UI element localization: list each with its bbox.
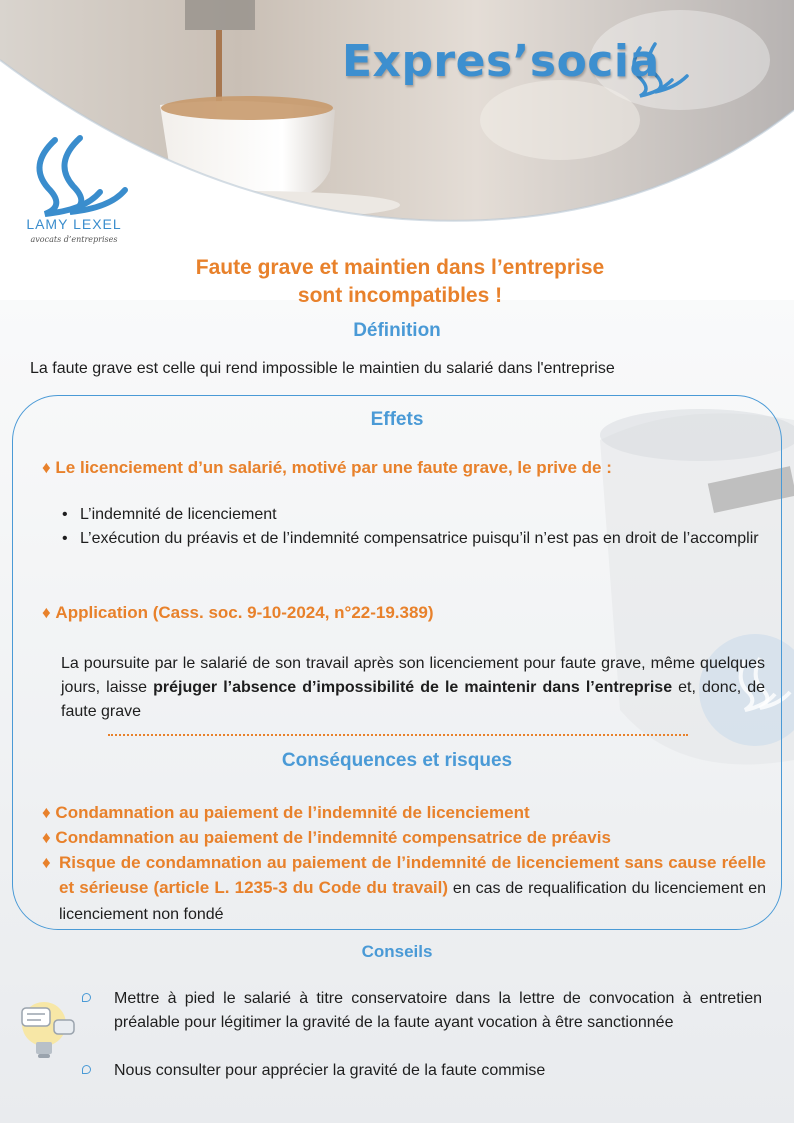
page-title-line2: sont incompatibles !: [297, 284, 503, 307]
lightbulb-idea-icon: [16, 996, 80, 1062]
firm-tagline: avocats d’entreprises: [30, 235, 118, 244]
list-item: [82, 987, 762, 1035]
list-item: [42, 850, 766, 927]
consequence-text: Risque de condamnation au paiement de l’indemnité de licenciement sans cause réelle et sérieuse (article L. 1235-3 du Code du travail): [59, 853, 766, 897]
consequence-text-suffix: en cas de requalification du licenciement en licenciement non fondé: [59, 880, 766, 923]
brand-title: Expres’socia: [342, 36, 660, 87]
definition-text: La faute grave est celle qui rend impossible le maintien du salarié dans l'entreprise: [30, 360, 615, 377]
advice-text: Mettre à pied le salarié à titre conservatoire dans la lettre de convocation à entretien préalable pour légitimer la gravité de la faute ayant vocation à être sanctionnée: [114, 990, 762, 1031]
consequences-list: [42, 800, 766, 927]
consequence-text: Condamnation au paiement de l’indemnité de licenciement: [55, 803, 530, 822]
list-item: [82, 1059, 762, 1083]
effects-heading: Effets: [370, 409, 424, 430]
list-item: [42, 825, 766, 850]
section-divider: [108, 734, 688, 736]
effects-list: [62, 503, 764, 551]
page-title-line1: Faute grave et maintien dans l’entreprise: [195, 256, 605, 279]
effects-lead: [42, 456, 772, 480]
effects-lead-text: Le licenciement d’un salarié, motivé par une faute grave, le prive de :: [55, 458, 612, 477]
application-heading: [42, 601, 772, 625]
firm-name: LAMY LEXEL: [26, 216, 122, 232]
page-title: [100, 254, 700, 310]
list-item: • L’indemnité de licenciement: [62, 503, 764, 527]
diamond-icon: ♦: [42, 828, 51, 847]
advice-list: [82, 987, 762, 1083]
speech-bubble-bullet-icon: [82, 1065, 91, 1074]
diamond-icon: ♦: [42, 853, 51, 872]
application-text-part1: La poursuite par le salarié de son travail après son licenciement pour faute grave, même quelques jours, laisse: [61, 655, 765, 696]
application-text: [61, 652, 765, 724]
advice-heading: Conseils: [361, 942, 433, 961]
application-text-part2: et, donc, de faute grave: [61, 679, 765, 720]
consequence-text: Condamnation au paiement de l’indemnité compensatrice de préavis: [55, 828, 611, 847]
application-heading-text: Application (Cass. soc. 9-10-2024, n°22-19.389): [55, 603, 434, 622]
list-item: [42, 800, 766, 825]
application-text-bold: préjuger l’absence d’impossibilité de le maintenir dans l’entreprise: [153, 679, 673, 696]
speech-bubble-bullet-icon: [82, 993, 91, 1002]
list-item: • L’exécution du préavis et de l’indemnité compensatrice puisqu’il n’est pas en droit de l’accomplir: [62, 527, 764, 551]
consequences-heading: Conséquences et risques: [281, 750, 513, 771]
definition-heading: Définition: [353, 320, 441, 341]
diamond-icon: ♦: [42, 458, 51, 477]
diamond-icon: ♦: [42, 803, 51, 822]
diamond-icon: ♦: [42, 603, 51, 622]
advice-text: Nous consulter pour apprécier la gravité de la faute commise: [114, 1062, 546, 1079]
